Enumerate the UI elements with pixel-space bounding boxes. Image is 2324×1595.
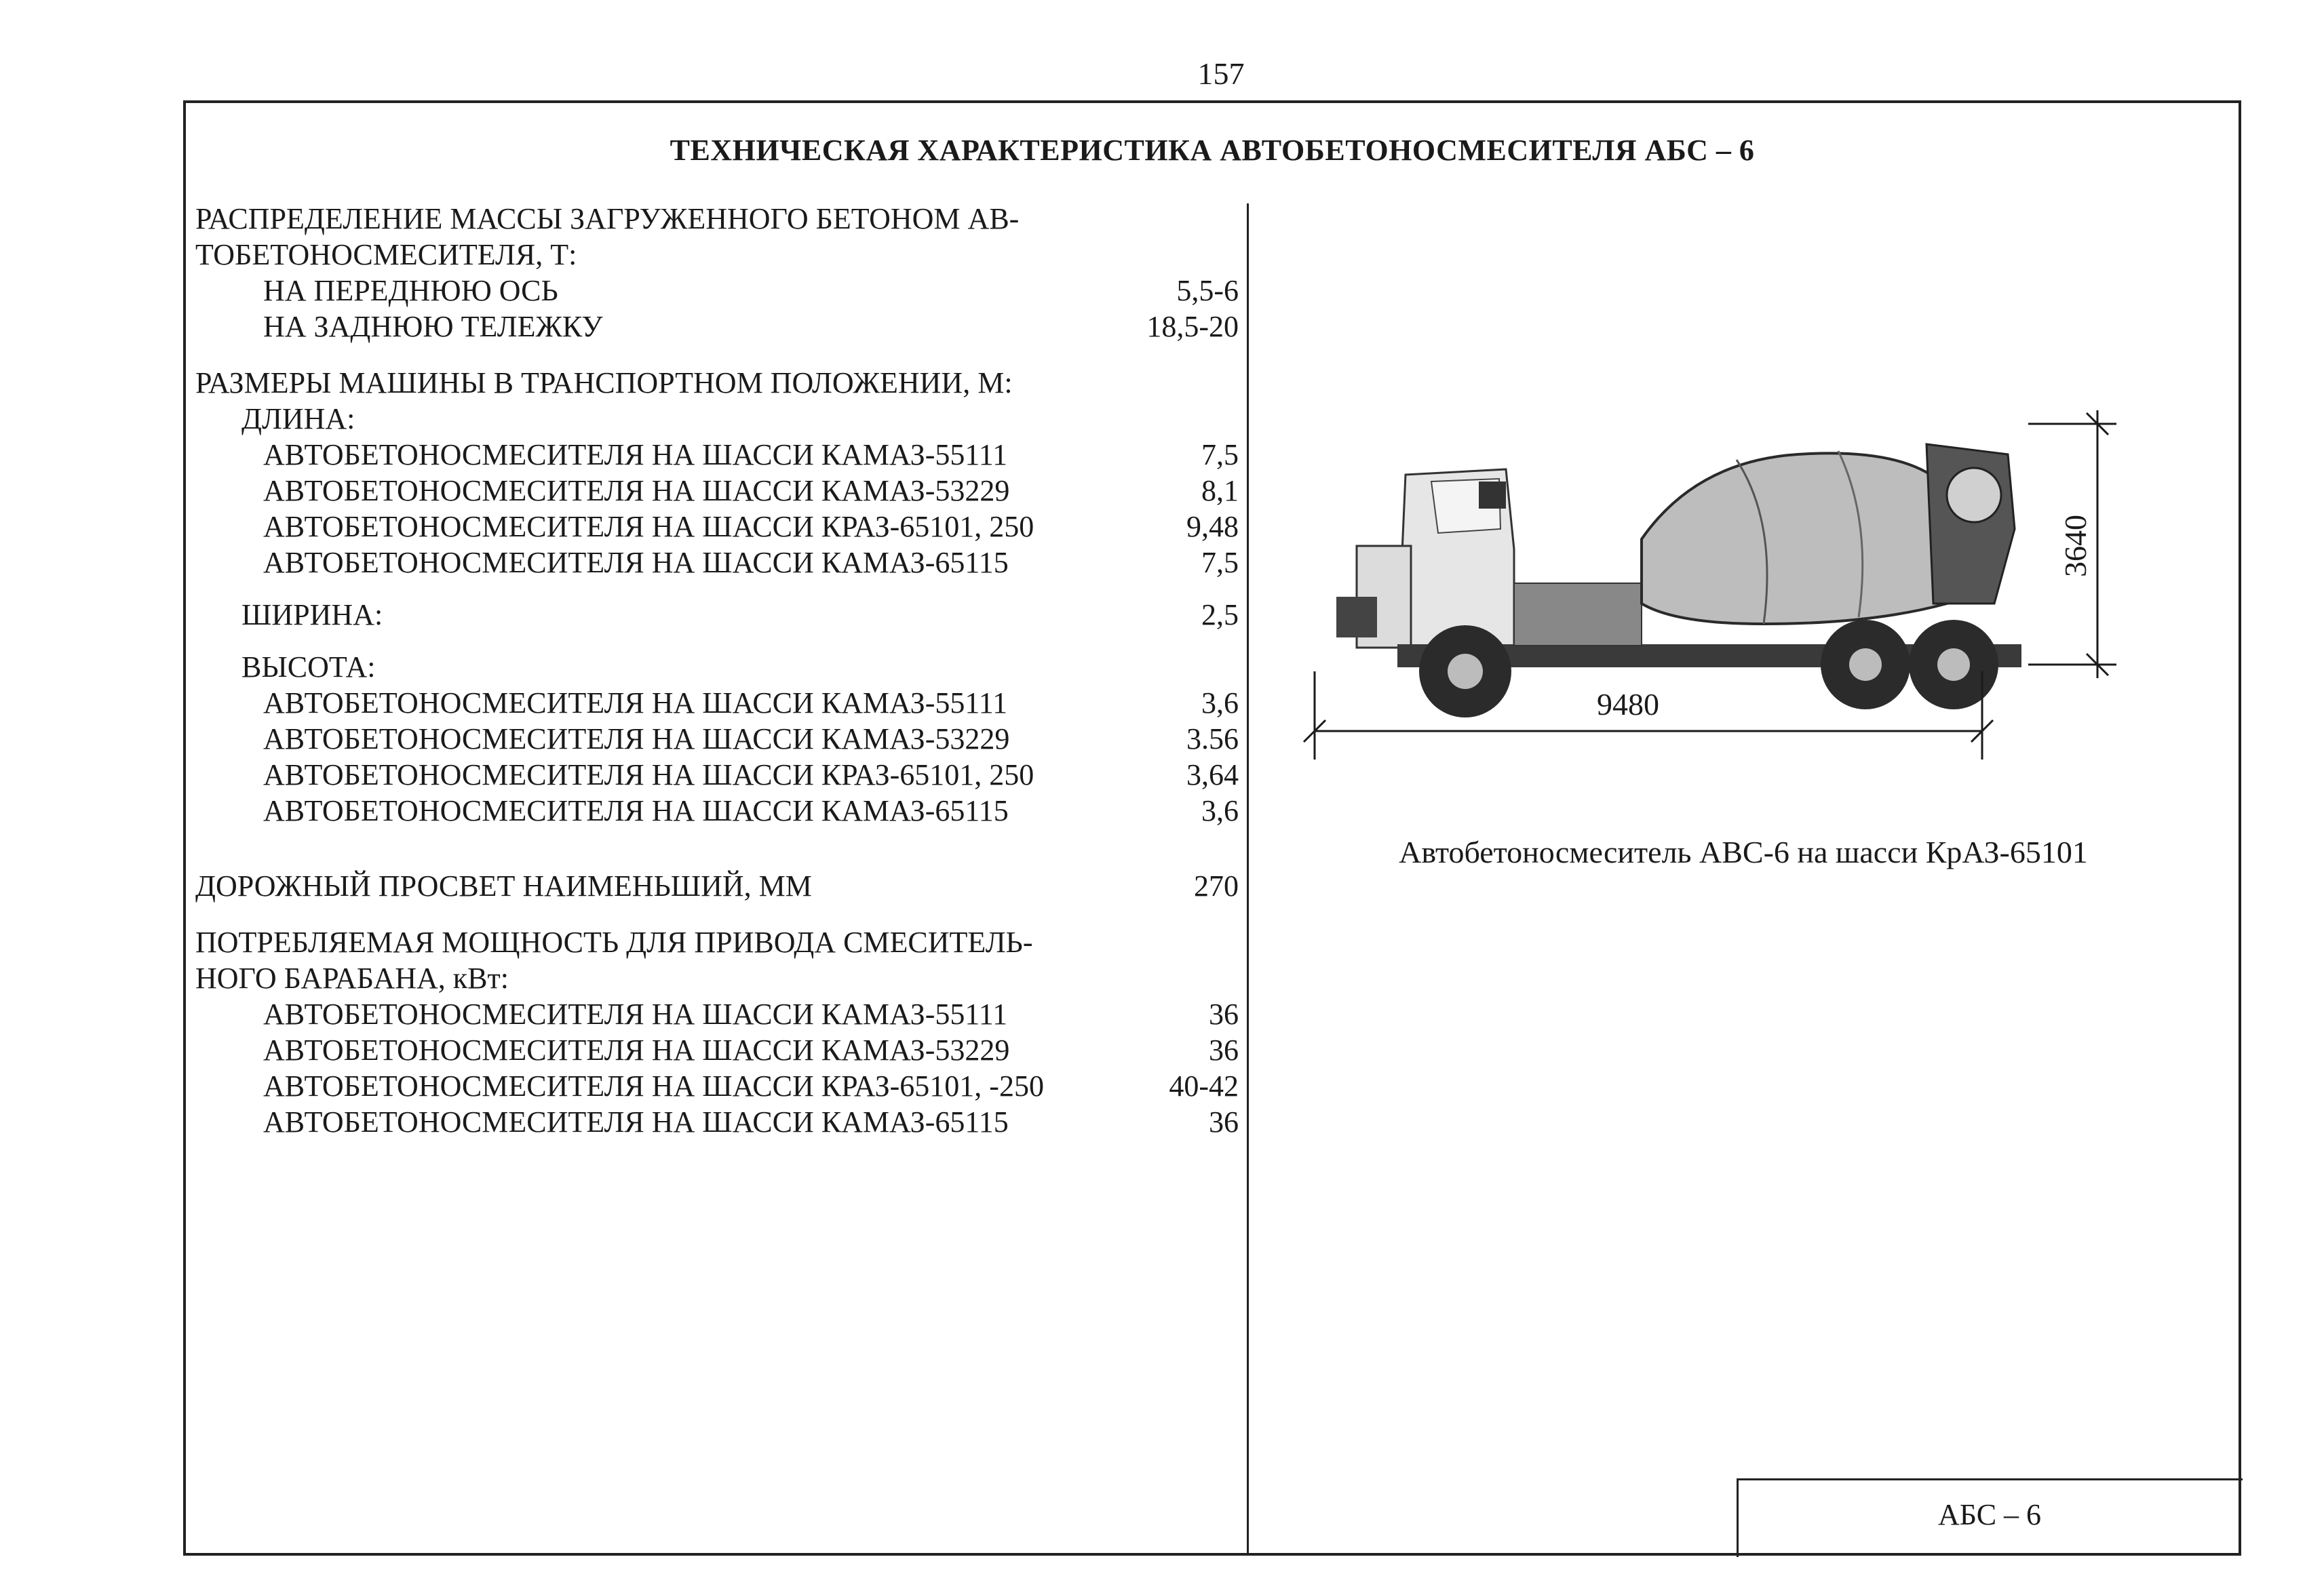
dimensions-heading: РАЗМЕРЫ МАШИНЫ В ТРАНСПОРТНОМ ПОЛОЖЕНИИ, М: (195, 366, 1013, 399)
truck-figure (1262, 380, 2144, 800)
spec-label: АВТОБЕТОНОСМЕСИТЕЛЯ НА ШАССИ КАМАЗ-55111 (263, 438, 1008, 471)
spec-value: 40-42 (1169, 1069, 1239, 1103)
spec-value: 36 (1209, 998, 1239, 1031)
spec-value: 36 (1209, 1105, 1239, 1139)
spec-row (195, 793, 1239, 829)
spec-row (195, 545, 1239, 580)
height-label: ВЫСОТА: (241, 650, 376, 684)
spec-label: НА ПЕРЕДНЮЮ ОСЬ (263, 274, 558, 307)
spec-row (195, 273, 1239, 309)
spec-value: 8,1 (1201, 474, 1239, 507)
mass-heading-line1: РАСПРЕДЕЛЕНИЕ МАССЫ ЗАГРУЖЕННОГО БЕТОНОМ АВ- (195, 202, 1020, 235)
spec-value: 7,5 (1201, 438, 1239, 471)
spec-label: АВТОБЕТОНОСМЕСИТЕЛЯ НА ШАССИ КАМАЗ-65115 (263, 1105, 1009, 1139)
spec-value: 36 (1209, 1033, 1239, 1067)
document-title: ТЕХНИЧЕСКАЯ ХАРАКТЕРИСТИКА АВТОБЕТОНОСМЕСИТЕЛЯ АБС – 6 (670, 134, 1755, 167)
clearance-label: ДОРОЖНЫЙ ПРОСВЕТ НАИМЕНЬШИЙ, ММ (195, 869, 812, 903)
spec-value: 3,6 (1201, 794, 1239, 827)
width-value: 2,5 (1201, 598, 1239, 631)
length-dimension-label: 9480 (1597, 687, 1659, 722)
spec-value: 18,5-20 (1146, 310, 1239, 343)
spec-row (195, 597, 1239, 633)
spec-value: 5,5-6 (1176, 274, 1239, 307)
mass-heading-line2: ТОБЕТОНОСМЕСИТЕЛЯ, Т: (195, 238, 577, 271)
spec-row (195, 721, 1239, 757)
clearance-value: 270 (1194, 869, 1239, 903)
power-heading-line1: ПОТРЕБЛЯЕМАЯ МОЩНОСТЬ ДЛЯ ПРИВОДА СМЕСИТЕЛЬ- (195, 926, 1033, 959)
power-heading-line2: НОГО БАРАБАНА, кВт: (195, 962, 509, 995)
figure-caption: Автобетоносмеситель АВС-6 на шасси КрАЗ-65101 (1399, 835, 2088, 869)
spec-value: 9,48 (1186, 510, 1239, 543)
spec-label: АВТОБЕТОНОСМЕСИТЕЛЯ НА ШАССИ КАМАЗ-55111 (263, 998, 1008, 1031)
spec-label: АВТОБЕТОНОСМЕСИТЕЛЯ НА ШАССИ КАМАЗ-55111 (263, 686, 1008, 720)
width-label: ШИРИНА: (241, 598, 383, 631)
spec-value: 7,5 (1201, 546, 1239, 579)
spec-row (195, 437, 1239, 473)
spec-value: 3,6 (1201, 686, 1239, 720)
spec-label: АВТОБЕТОНОСМЕСИТЕЛЯ НА ШАССИ КАМАЗ-65115 (263, 546, 1009, 579)
spec-label: АВТОБЕТОНОСМЕСИТЕЛЯ НА ШАССИ КАМАЗ-53229 (263, 722, 1010, 755)
spec-value: 3,64 (1186, 758, 1239, 791)
spec-row (195, 1104, 1239, 1140)
column-divider (1247, 203, 1249, 1556)
spec-label: АВТОБЕТОНОСМЕСИТЕЛЯ НА ШАССИ КАМАЗ-53229 (263, 474, 1010, 507)
height-dimension-label: 3640 (2058, 515, 2093, 577)
spec-row (195, 757, 1239, 793)
length-label: ДЛИНА: (241, 402, 355, 435)
spec-row (195, 685, 1239, 721)
spec-row (195, 473, 1239, 509)
spec-row (195, 1032, 1239, 1068)
spec-row (195, 868, 1239, 904)
spec-label: АВТОБЕТОНОСМЕСИТЕЛЯ НА ШАССИ КРАЗ-65101, -250 (263, 1069, 1044, 1103)
spec-row (195, 509, 1239, 545)
spec-row (195, 996, 1239, 1032)
spec-label: АВТОБЕТОНОСМЕСИТЕЛЯ НА ШАССИ КРАЗ-65101, 250 (263, 758, 1034, 791)
stamp-label: АБС – 6 (1937, 1498, 2042, 1531)
truck-illustration (1336, 444, 2021, 717)
spec-row (195, 309, 1239, 344)
spec-label: АВТОБЕТОНОСМЕСИТЕЛЯ НА ШАССИ КАМАЗ-65115 (263, 794, 1009, 827)
spec-row (195, 1068, 1239, 1104)
spec-value: 3.56 (1186, 722, 1239, 755)
spec-label: АВТОБЕТОНОСМЕСИТЕЛЯ НА ШАССИ КРАЗ-65101, 250 (263, 510, 1034, 543)
page-number: 157 (1197, 56, 1245, 91)
spec-column (195, 201, 1239, 1140)
spec-label: АВТОБЕТОНОСМЕСИТЕЛЯ НА ШАССИ КАМАЗ-53229 (263, 1033, 1010, 1067)
spec-label: НА ЗАДНЮЮ ТЕЛЕЖКУ (263, 310, 603, 343)
